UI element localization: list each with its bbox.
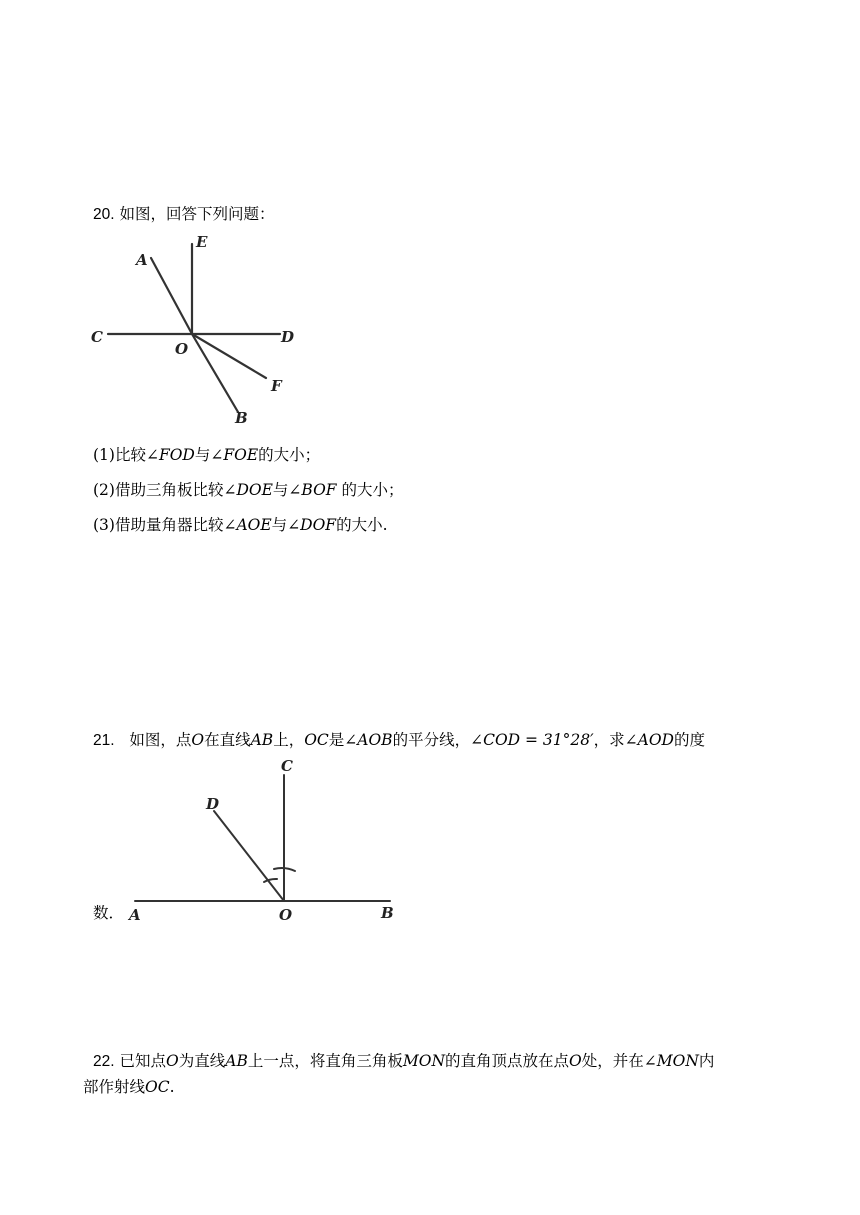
q21-t7: 的度 (673, 731, 705, 749)
label-o2: O (279, 906, 293, 924)
q20-part3 (93, 514, 388, 536)
q22-triangle-mon: MON (402, 1052, 445, 1070)
q22-point-o: O (166, 1052, 179, 1070)
q21-ray-oc: OC (304, 731, 329, 749)
part1-mid: 与 (194, 446, 211, 464)
part3-prefix: (3)借助量角器比较 (93, 516, 224, 534)
q21-given: ∠COD = 31°28′ (470, 731, 594, 749)
line-ab-upper (151, 258, 192, 334)
q21-line-ab: AB (250, 731, 274, 749)
label-a: A (136, 251, 148, 269)
q21-t5: 的平分线， (392, 731, 471, 749)
ray-od (214, 811, 284, 901)
label-b2: B (381, 904, 394, 922)
q20-stem-text: 如图，回答下列问题： (119, 205, 275, 223)
q21-number: 21. (93, 732, 115, 749)
q22-stem-line1 (93, 1050, 714, 1073)
angle-dof: ∠DOF (287, 516, 337, 534)
q22-number: 22. (93, 1053, 115, 1070)
label-e: E (196, 233, 208, 251)
q21-t6: ，求 (593, 731, 625, 749)
angle-foe: ∠FOE (210, 446, 259, 464)
q21-stem (93, 729, 705, 752)
label-d2: D (206, 795, 220, 813)
part2-suffix: 的大小； (336, 481, 404, 499)
q21-t4: 是 (328, 731, 345, 749)
label-o: O (175, 340, 189, 358)
q22-t6: 内 (698, 1052, 715, 1070)
angle-fod: ∠FOD (145, 446, 195, 464)
q22-point-o2: O (569, 1052, 582, 1070)
q22-line2a: 部作射线 (83, 1078, 146, 1096)
q22-line2b: . (169, 1078, 175, 1096)
angle-aoe: ∠AOE (223, 516, 272, 534)
q22-t4: 的直角顶点放在点 (445, 1052, 570, 1070)
angle-bof: ∠BOF (288, 481, 337, 499)
part1-suffix: 的大小； (258, 446, 321, 464)
part3-mid: 与 (271, 516, 288, 534)
q22-angle-mon: ∠MON (643, 1052, 699, 1070)
part2-mid: 与 (272, 481, 289, 499)
q21-figure (125, 755, 405, 930)
q21-point-o: O (191, 731, 205, 749)
label-b: B (235, 409, 248, 427)
q21-t2: 在直线 (204, 731, 251, 749)
q22-ray-oc: OC (145, 1078, 170, 1096)
q21-t1: 如图，点 (129, 731, 192, 749)
q22-stem-line2 (83, 1076, 175, 1098)
q21-angle-aob: ∠AOB (344, 731, 393, 749)
q20-stem (93, 203, 275, 226)
q22-t3: 上一点，将直角三角板 (247, 1052, 403, 1070)
line-ab-lower (192, 334, 238, 412)
q20-part2 (93, 479, 404, 501)
q21-t3: 上， (273, 731, 305, 749)
q20-number: 20. (93, 206, 115, 223)
q20-figure (88, 230, 308, 430)
part2-prefix: (2)借助三角板比较 (93, 481, 224, 499)
q22-t5: 处，并在 (581, 1052, 644, 1070)
q21-angle-aod: ∠AOD (624, 731, 674, 749)
angle-doe: ∠DOE (223, 481, 273, 499)
label-c: C (91, 328, 103, 346)
label-c2: C (281, 757, 293, 775)
part3-suffix: 的大小. (336, 516, 388, 534)
label-f: F (271, 377, 282, 395)
q20-part1 (93, 444, 320, 466)
q22-line-ab: AB (225, 1052, 248, 1070)
label-a2: A (129, 906, 141, 924)
part1-prefix: (1)比较 (93, 446, 146, 464)
q22-t1: 已知点 (119, 1052, 167, 1070)
q21-tail: 数． (93, 904, 125, 922)
q22-t2: 为直线 (178, 1052, 226, 1070)
ray-of (192, 334, 266, 378)
label-d: D (281, 328, 295, 346)
